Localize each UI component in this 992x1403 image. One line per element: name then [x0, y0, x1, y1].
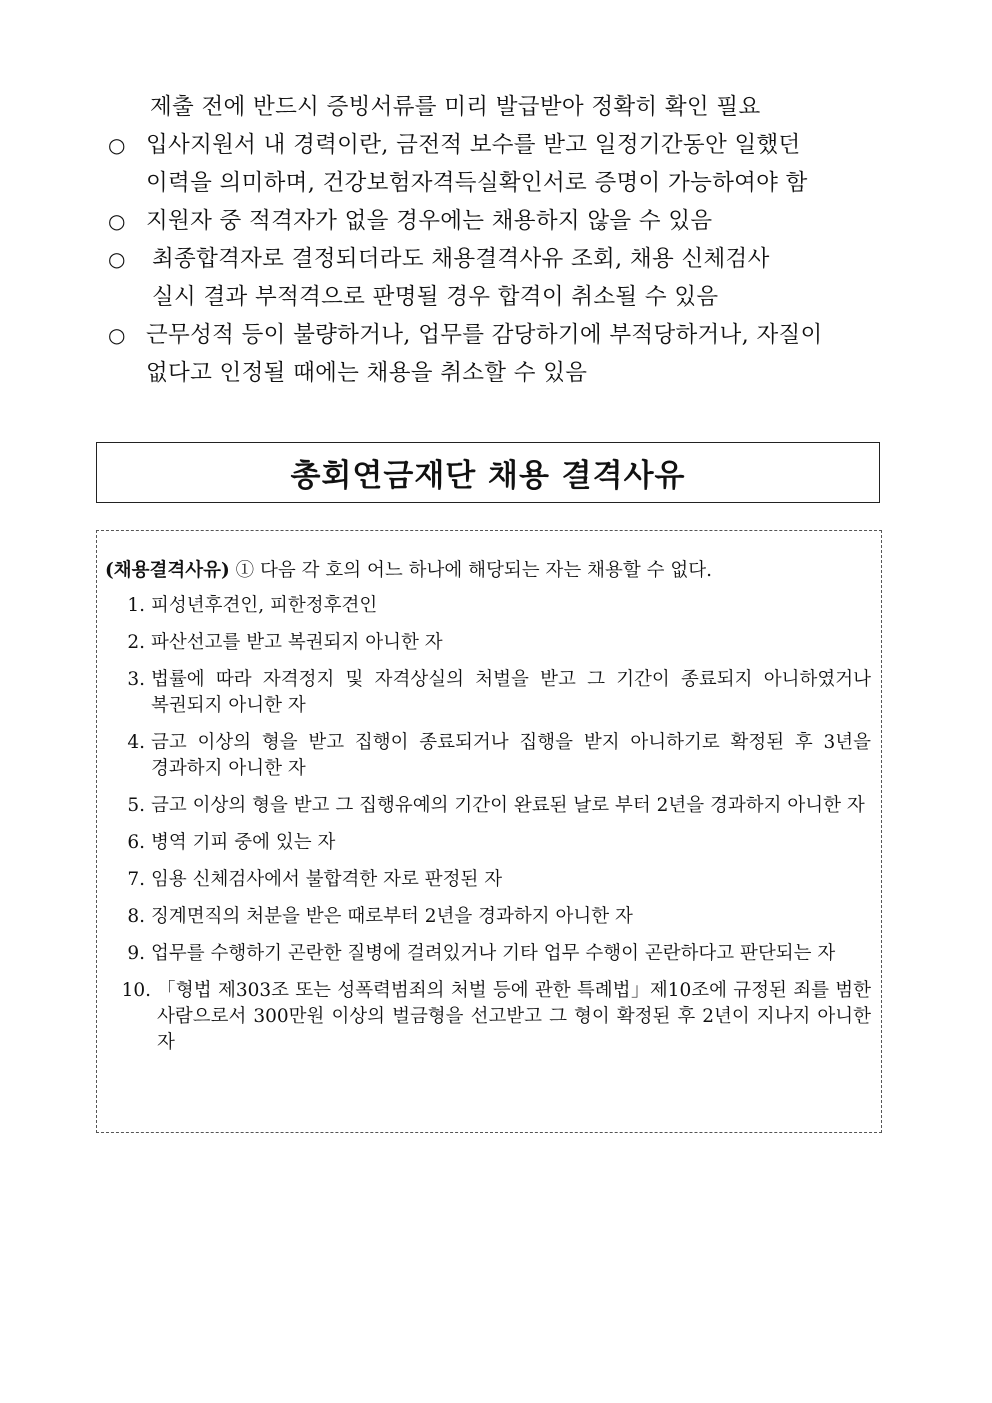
item-number: 4.: [127, 732, 145, 753]
bullet-line: 실시 결과 부적격으로 판명될 경우 합격이 취소될 수 있음: [152, 284, 719, 310]
item-number: 7.: [127, 869, 145, 890]
disqualification-law-box: [96, 530, 882, 1133]
notice-bullet-no-qualified: [108, 202, 900, 240]
circle-bullet-icon: ○: [108, 133, 126, 157]
list-item: [105, 593, 871, 619]
list-item: [105, 630, 871, 656]
item-text: 징계면직의 처분을 받은 때로부터 2년을 경과하지 아니한 자: [151, 906, 633, 927]
bullet-line: 입사지원서 내 경력이란, 금전적 보수를 받고 일정기간동안 일했던: [146, 132, 801, 158]
circle-bullet-icon: ○: [108, 323, 126, 347]
item-number: 6.: [127, 832, 145, 853]
law-item-list: [105, 593, 871, 1056]
notice-bullet-career: [108, 126, 900, 202]
list-item: [105, 730, 871, 782]
list-item: [105, 941, 871, 967]
item-text: 파산선고를 받고 복권되지 아니한 자: [151, 632, 443, 653]
item-number: 2.: [127, 632, 145, 653]
bullet-line: 최종합격자로 결정되더라도 채용결격사유 조회, 채용 신체검사: [152, 246, 770, 272]
item-text: 피성년후견인, 피한정후견인: [151, 595, 378, 616]
law-intro: [105, 557, 871, 585]
item-number: 8.: [127, 906, 145, 927]
list-item: [105, 978, 871, 1056]
item-number: 9.: [127, 943, 145, 964]
item-text: 금고 이상의 형을 받고 집행이 종료되거나 집행을 받지 아니하기로 확정된 후 3년을 경과하지 아니한 자: [151, 732, 871, 779]
law-clause: ① 다음 각 호의 어느 하나에 해당되는 자는 채용할 수 없다.: [235, 560, 712, 581]
list-item: [105, 904, 871, 930]
item-text: 업무를 수행하기 곤란한 질병에 걸려있거나 기타 업무 수행이 곤란하다고 판단되는 자: [151, 943, 836, 964]
item-number: 3.: [127, 669, 145, 690]
item-text: 임용 신체검사에서 불합격한 자로 판정된 자: [151, 869, 503, 890]
list-item: [105, 793, 871, 819]
section-title-box: [96, 442, 880, 503]
bullet-line: 없다고 인정될 때에는 채용을 취소할 수 있음: [146, 360, 588, 386]
law-heading: (채용결격사유): [105, 560, 230, 581]
item-text: 법률에 따라 자격정지 및 자격상실의 처벌을 받고 그 기간이 종료되지 아니하였거나 복권되지 아니한 자: [151, 669, 871, 716]
item-text: 「형법 제303조 또는 성폭력범죄의 처벌 등에 관한 특례법」제10조에 규정된 죄를 범한 사람으로서 300만원 이상의 벌금형을 선고받고 그 형이 확정된 후 2년이 지나지 아니한 자: [157, 980, 871, 1053]
item-text: 금고 이상의 형을 받고 그 집행유예의 기간이 완료된 날로 부터 2년을 경과하지 아니한 자: [151, 795, 865, 816]
list-item: [105, 867, 871, 893]
bullet-line: 지원자 중 적격자가 없을 경우에는 채용하지 않을 수 있음: [146, 208, 713, 234]
list-item: [105, 830, 871, 856]
notice-continuation: 제출 전에 반드시 증빙서류를 미리 발급받아 정확히 확인 필요: [150, 94, 761, 120]
item-number: 10.: [121, 980, 151, 1001]
bullet-line: 이력을 의미하며, 건강보험자격득실확인서로 증명이 가능하여야 함: [146, 170, 808, 196]
item-number: 1.: [127, 595, 145, 616]
circle-bullet-icon: ○: [108, 247, 126, 271]
list-item: [105, 667, 871, 719]
item-number: 5.: [127, 795, 145, 816]
bullet-line: 근무성적 등이 불량하거나, 업무를 감당하기에 부적당하거나, 자질이: [146, 322, 823, 348]
circle-bullet-icon: ○: [108, 209, 126, 233]
section-title: 총회연금재단 채용 결격사유: [290, 458, 686, 494]
item-text: 병역 기피 중에 있는 자: [151, 832, 336, 853]
notice-bullet-performance: [108, 316, 900, 392]
notice-bullet-cancellation: [108, 240, 900, 316]
notice-section: [108, 88, 900, 392]
